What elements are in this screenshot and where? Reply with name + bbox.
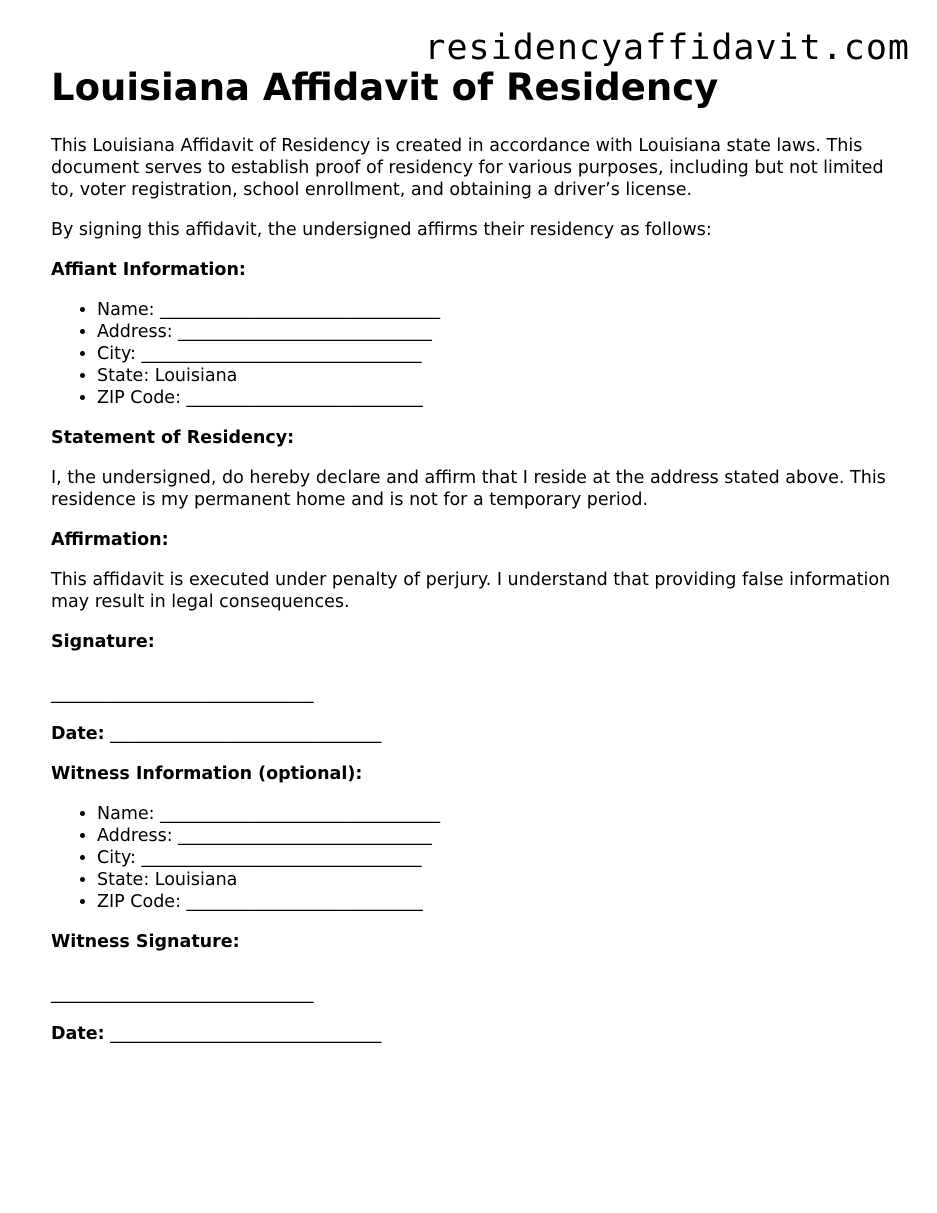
affiant-state-field: • State: Louisiana (97, 365, 911, 387)
witness-information-heading: Witness Information (optional): (51, 764, 363, 784)
intro-paragraph: This Louisiana Affidavit of Residency is created in accordance with Louisiana state laws. This document serves to establish proof of residency for various purposes, including but not limited to, voter registration, school enrollment, and obtaining a driver’s license. (51, 136, 884, 200)
affiant-information-heading: Affiant Information: (51, 260, 246, 280)
witness-state-field: • State: Louisiana (97, 869, 911, 891)
affiant-city-field: • City: ________________________________ (97, 343, 911, 365)
witness-date-row (51, 1023, 911, 1045)
witness-signature-heading: Witness Signature: (51, 932, 240, 952)
affiant-address-field: • Address: _____________________________ (97, 321, 911, 343)
statement-heading: Statement of Residency: (51, 428, 295, 448)
witness-information-list (51, 803, 911, 913)
witness-signature-line: ______________________________ (51, 984, 314, 1004)
affirmation-heading: Affirmation: (51, 530, 169, 550)
statement-paragraph: I, the undersigned, do hereby declare and affirm that I reside at the address stated above. This residence is my permanent home and is not for a temporary period. (51, 468, 886, 510)
witness-name-field: • Name: ________________________________ (97, 803, 911, 825)
affirmation-paragraph: This affidavit is executed under penalty of perjury. I understand that providing false information may result in legal consequences. (51, 570, 891, 612)
witness-date-label: Date: (51, 1024, 105, 1044)
affirm-intro-paragraph: By signing this affidavit, the undersigned affirms their residency as follows: (51, 220, 712, 240)
signature-line: ______________________________ (51, 684, 314, 704)
affiant-name-field: • Name: ________________________________ (97, 299, 911, 321)
signature-date-line: _______________________________ (104, 724, 382, 744)
witness-date-line: _______________________________ (104, 1024, 382, 1044)
signature-heading: Signature: (51, 632, 155, 652)
witness-zip-field: • ZIP Code: ___________________________ (97, 891, 911, 913)
witness-address-field: • Address: _____________________________ (97, 825, 911, 847)
affidavit-document (51, 66, 911, 1045)
signature-date-row (51, 723, 911, 745)
site-watermark: residencyaffidavit.com (424, 28, 910, 68)
affiant-information-list (51, 299, 911, 409)
affiant-zip-field: • ZIP Code: ___________________________ (97, 387, 911, 409)
witness-city-field: • City: ________________________________ (97, 847, 911, 869)
page-title: Louisiana Affidavit of Residency (51, 66, 719, 109)
signature-date-label: Date: (51, 724, 105, 744)
